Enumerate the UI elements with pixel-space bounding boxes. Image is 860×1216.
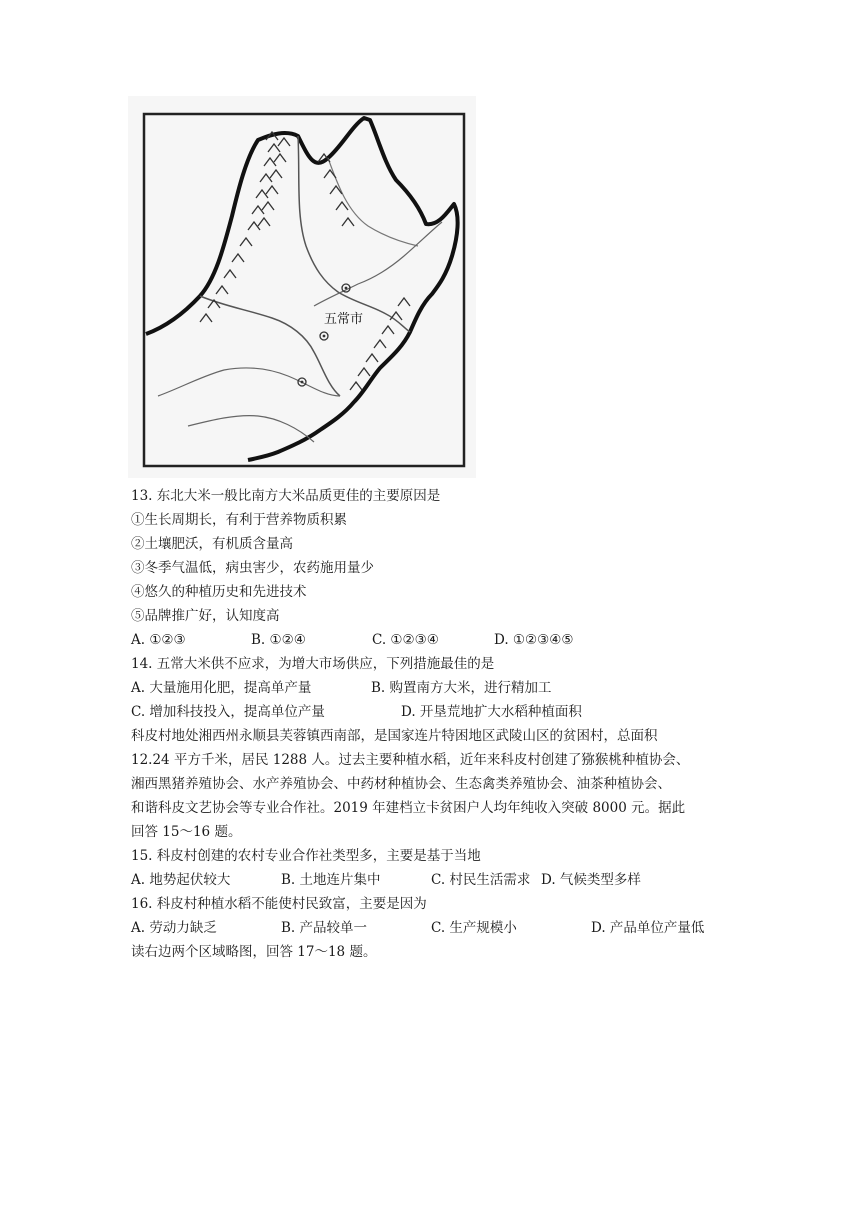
q16-option-d: D. 产品单位产量低 — [591, 920, 705, 936]
q13-option-c: C. ①②③④ — [372, 632, 439, 648]
q13-item-1: ①生长周期长，有利于营养物质积累 — [131, 512, 347, 528]
q15-option-d: D. 气候类型多样 — [541, 872, 641, 888]
footer-instruction: 读右边两个区域略图，回答 17～18 题。 — [131, 944, 377, 960]
q14-stem: 14. 五常大米供不应求，为增大市场供应，下列措施最佳的是 — [131, 656, 495, 672]
q13-option-d: D. ①②③④⑤ — [494, 632, 574, 648]
q15-option-b: B. 土地连片集中 — [281, 872, 381, 888]
q15-option-c: C. 村民生活需求 — [431, 872, 531, 888]
q16-stem: 16. 科皮村种植水稻不能使村民致富，主要是因为 — [131, 896, 427, 912]
map-svg — [128, 96, 476, 478]
q13-option-b: B. ①②④ — [251, 632, 306, 648]
q14-options-row1 — [131, 676, 751, 700]
passage-line-3: 湘西黑猪养殖协会、水产养殖协会、中药材种植协会、生态禽类养殖协会、油茶种植协会、 — [131, 776, 671, 792]
q13-options — [131, 628, 751, 652]
q13-item-3: ③冬季气温低，病虫害少，农药施用量少 — [131, 560, 374, 576]
q14-option-d: D. 开垦荒地扩大水稻种植面积 — [401, 704, 582, 720]
q16-options — [131, 916, 751, 940]
q15-stem: 15. 科皮村创建的农村专业合作社类型多，主要是基于当地 — [131, 848, 481, 864]
q16-option-b: B. 产品较单一 — [281, 920, 368, 936]
q13-item-4: ④悠久的种植历史和先进技术 — [131, 584, 307, 600]
q14-option-a: A. 大量施用化肥，提高单产量 — [131, 680, 312, 696]
passage-line-5: 回答 15～16 题。 — [131, 824, 242, 840]
q13-stem: 13. 东北大米一般比南方大米品质更佳的主要原因是 — [131, 488, 441, 504]
question-text — [131, 484, 751, 964]
passage-line-1: 科皮村地处湘西州永顺县芙蓉镇西南部，是国家连片特困地区武陵山区的贫困村，总面积 — [131, 728, 658, 744]
q16-option-c: C. 生产规模小 — [431, 920, 517, 936]
regional-map — [128, 96, 476, 478]
q14-option-b: B. 购置南方大米，进行精加工 — [371, 680, 552, 696]
city-label: 五常市 — [324, 312, 364, 327]
passage-line-2: 12.24 平方千米，居民 1288 人。过去主要种植水稻，近年来科皮村创建了猕猴桃种植协会、 — [131, 752, 690, 768]
q14-options-row2 — [131, 700, 751, 724]
q13-item-5: ⑤品牌推广好，认知度高 — [131, 608, 280, 624]
q16-option-a: A. 劳动力缺乏 — [131, 920, 217, 936]
q13-option-a: A. ①②③ — [131, 632, 186, 648]
q15-option-a: A. 地势起伏较大 — [131, 872, 231, 888]
passage-line-4: 和谐科皮文艺协会等专业合作社。2019 年建档立卡贫困户人均年纯收入突破 8000 元。据此 — [131, 800, 686, 816]
q15-options — [131, 868, 751, 892]
q14-option-c: C. 增加科技投入，提高单位产量 — [131, 704, 325, 720]
q13-item-2: ②土壤肥沃，有机质含量高 — [131, 536, 293, 552]
